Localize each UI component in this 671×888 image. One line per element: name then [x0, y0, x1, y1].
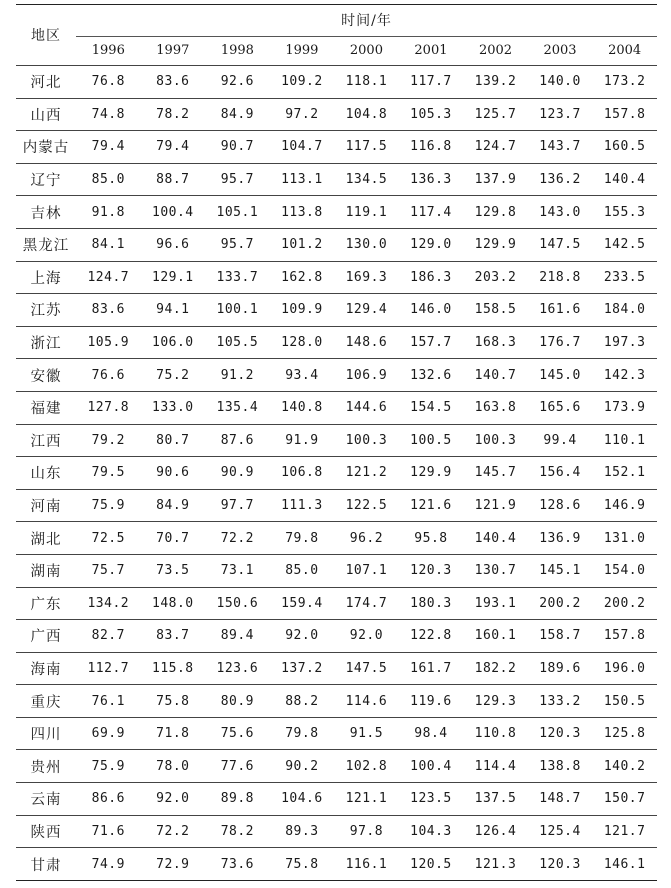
value-cell: 78.0: [141, 750, 206, 783]
region-cell: 山西: [16, 98, 76, 131]
year-header-2000: 2000: [334, 36, 399, 65]
value-cell: 104.6: [270, 783, 335, 816]
value-cell: 97.7: [205, 489, 270, 522]
value-cell: 120.3: [528, 717, 593, 750]
value-cell: 92.0: [141, 783, 206, 816]
value-cell: 121.9: [463, 489, 528, 522]
value-cell: 120.3: [528, 848, 593, 881]
value-cell: 76.8: [76, 66, 141, 99]
value-cell: 90.9: [205, 457, 270, 490]
value-cell: 74.8: [76, 98, 141, 131]
value-cell: 83.7: [141, 620, 206, 653]
value-cell: 117.7: [399, 66, 464, 99]
value-cell: 70.7: [141, 522, 206, 555]
value-cell: 95.7: [205, 228, 270, 261]
table-row: [16, 489, 657, 522]
value-cell: 144.6: [334, 391, 399, 424]
value-cell: 100.1: [205, 294, 270, 327]
value-cell: 137.9: [463, 163, 528, 196]
value-cell: 186.3: [399, 261, 464, 294]
value-cell: 152.1: [592, 457, 657, 490]
value-cell: 89.3: [270, 815, 335, 848]
value-cell: 157.7: [399, 326, 464, 359]
time-column-group-header: 时间/年: [76, 5, 657, 37]
value-cell: 184.0: [592, 294, 657, 327]
value-cell: 119.1: [334, 196, 399, 229]
value-cell: 146.1: [592, 848, 657, 881]
region-cell: 甘肃: [16, 848, 76, 881]
value-cell: 174.7: [334, 587, 399, 620]
value-cell: 90.7: [205, 131, 270, 164]
value-cell: 136.3: [399, 163, 464, 196]
value-cell: 129.8: [463, 196, 528, 229]
value-cell: 89.4: [205, 620, 270, 653]
value-cell: 123.7: [528, 98, 593, 131]
value-cell: 176.7: [528, 326, 593, 359]
value-cell: 135.4: [205, 391, 270, 424]
value-cell: 104.3: [399, 815, 464, 848]
value-cell: 69.9: [76, 717, 141, 750]
table-row: [16, 163, 657, 196]
value-cell: 76.1: [76, 685, 141, 718]
value-cell: 83.6: [141, 66, 206, 99]
table-row: [16, 848, 657, 881]
value-cell: 72.9: [141, 848, 206, 881]
value-cell: 116.1: [334, 848, 399, 881]
value-cell: 200.2: [592, 587, 657, 620]
table-row: [16, 554, 657, 587]
value-cell: 138.8: [528, 750, 593, 783]
value-cell: 117.5: [334, 131, 399, 164]
value-cell: 100.4: [399, 750, 464, 783]
value-cell: 150.6: [205, 587, 270, 620]
value-cell: 134.5: [334, 163, 399, 196]
value-cell: 93.4: [270, 359, 335, 392]
value-cell: 79.5: [76, 457, 141, 490]
year-header-1999: 1999: [270, 36, 335, 65]
value-cell: 146.9: [592, 489, 657, 522]
value-cell: 140.4: [592, 163, 657, 196]
table-body: [16, 66, 657, 881]
value-cell: 131.0: [592, 522, 657, 555]
year-header-1996: 1996: [76, 36, 141, 65]
year-header-2004: 2004: [592, 36, 657, 65]
value-cell: 92.0: [270, 620, 335, 653]
value-cell: 79.8: [270, 522, 335, 555]
value-cell: 158.5: [463, 294, 528, 327]
region-cell: 湖北: [16, 522, 76, 555]
value-cell: 102.8: [334, 750, 399, 783]
value-cell: 121.7: [592, 815, 657, 848]
value-cell: 133.2: [528, 685, 593, 718]
value-cell: 196.0: [592, 652, 657, 685]
region-cell: 安徽: [16, 359, 76, 392]
region-cell: 上海: [16, 261, 76, 294]
value-cell: 129.1: [141, 261, 206, 294]
value-cell: 160.1: [463, 620, 528, 653]
value-cell: 182.2: [463, 652, 528, 685]
value-cell: 125.7: [463, 98, 528, 131]
value-cell: 145.7: [463, 457, 528, 490]
value-cell: 173.2: [592, 66, 657, 99]
value-cell: 75.8: [141, 685, 206, 718]
value-cell: 123.6: [205, 652, 270, 685]
value-cell: 143.7: [528, 131, 593, 164]
value-cell: 99.4: [528, 424, 593, 457]
year-header-row: [16, 36, 657, 65]
value-cell: 121.6: [399, 489, 464, 522]
value-cell: 127.8: [76, 391, 141, 424]
value-cell: 110.1: [592, 424, 657, 457]
value-cell: 75.6: [205, 717, 270, 750]
value-cell: 150.5: [592, 685, 657, 718]
value-cell: 154.0: [592, 554, 657, 587]
value-cell: 105.1: [205, 196, 270, 229]
value-cell: 163.8: [463, 391, 528, 424]
table-row: [16, 196, 657, 229]
value-cell: 121.2: [334, 457, 399, 490]
table-row: [16, 294, 657, 327]
value-cell: 75.9: [76, 489, 141, 522]
value-cell: 140.0: [528, 66, 593, 99]
value-cell: 79.8: [270, 717, 335, 750]
region-cell: 内蒙古: [16, 131, 76, 164]
value-cell: 148.6: [334, 326, 399, 359]
table-row: [16, 326, 657, 359]
region-cell: 浙江: [16, 326, 76, 359]
value-cell: 169.3: [334, 261, 399, 294]
value-cell: 137.2: [270, 652, 335, 685]
region-cell: 江苏: [16, 294, 76, 327]
value-cell: 91.9: [270, 424, 335, 457]
value-cell: 129.3: [463, 685, 528, 718]
table-row: [16, 652, 657, 685]
value-cell: 140.7: [463, 359, 528, 392]
value-cell: 78.2: [205, 815, 270, 848]
value-cell: 75.7: [76, 554, 141, 587]
value-cell: 157.8: [592, 98, 657, 131]
value-cell: 105.5: [205, 326, 270, 359]
value-cell: 110.8: [463, 717, 528, 750]
value-cell: 86.6: [76, 783, 141, 816]
value-cell: 145.0: [528, 359, 593, 392]
region-cell: 河南: [16, 489, 76, 522]
value-cell: 119.6: [399, 685, 464, 718]
value-cell: 120.5: [399, 848, 464, 881]
value-cell: 78.2: [141, 98, 206, 131]
value-cell: 85.0: [270, 554, 335, 587]
value-cell: 101.2: [270, 228, 335, 261]
value-cell: 158.7: [528, 620, 593, 653]
table-row: [16, 98, 657, 131]
value-cell: 77.6: [205, 750, 270, 783]
value-cell: 139.2: [463, 66, 528, 99]
value-cell: 97.2: [270, 98, 335, 131]
table-header: [16, 5, 657, 66]
year-header-2002: 2002: [463, 36, 528, 65]
value-cell: 97.8: [334, 815, 399, 848]
value-cell: 154.5: [399, 391, 464, 424]
value-cell: 218.8: [528, 261, 593, 294]
region-cell: 云南: [16, 783, 76, 816]
value-cell: 104.7: [270, 131, 335, 164]
value-cell: 105.9: [76, 326, 141, 359]
value-cell: 80.9: [205, 685, 270, 718]
value-cell: 79.2: [76, 424, 141, 457]
value-cell: 126.4: [463, 815, 528, 848]
value-cell: 156.4: [528, 457, 593, 490]
value-cell: 75.2: [141, 359, 206, 392]
value-cell: 200.2: [528, 587, 593, 620]
value-cell: 106.0: [141, 326, 206, 359]
value-cell: 91.5: [334, 717, 399, 750]
value-cell: 104.8: [334, 98, 399, 131]
value-cell: 100.3: [463, 424, 528, 457]
value-cell: 74.9: [76, 848, 141, 881]
region-cell: 黑龙江: [16, 228, 76, 261]
value-cell: 142.3: [592, 359, 657, 392]
region-cell: 贵州: [16, 750, 76, 783]
value-cell: 88.7: [141, 163, 206, 196]
value-cell: 168.3: [463, 326, 528, 359]
region-cell: 湖南: [16, 554, 76, 587]
table-row: [16, 66, 657, 99]
value-cell: 140.2: [592, 750, 657, 783]
value-cell: 125.8: [592, 717, 657, 750]
region-cell: 陕西: [16, 815, 76, 848]
table-row: [16, 620, 657, 653]
value-cell: 129.9: [399, 457, 464, 490]
value-cell: 73.6: [205, 848, 270, 881]
value-cell: 92.6: [205, 66, 270, 99]
value-cell: 91.2: [205, 359, 270, 392]
table-row: [16, 424, 657, 457]
value-cell: 233.5: [592, 261, 657, 294]
value-cell: 147.5: [334, 652, 399, 685]
value-cell: 113.8: [270, 196, 335, 229]
table-row: [16, 750, 657, 783]
value-cell: 159.4: [270, 587, 335, 620]
value-cell: 122.5: [334, 489, 399, 522]
value-cell: 79.4: [141, 131, 206, 164]
region-cell: 山东: [16, 457, 76, 490]
value-cell: 87.6: [205, 424, 270, 457]
value-cell: 112.7: [76, 652, 141, 685]
region-cell: 广西: [16, 620, 76, 653]
table-row: [16, 359, 657, 392]
value-cell: 148.7: [528, 783, 593, 816]
value-cell: 197.3: [592, 326, 657, 359]
value-cell: 117.4: [399, 196, 464, 229]
region-column-header: 地区: [16, 5, 76, 66]
value-cell: 160.5: [592, 131, 657, 164]
region-cell: 海南: [16, 652, 76, 685]
value-cell: 98.4: [399, 717, 464, 750]
region-cell: 河北: [16, 66, 76, 99]
value-cell: 84.1: [76, 228, 141, 261]
value-cell: 142.5: [592, 228, 657, 261]
value-cell: 143.0: [528, 196, 593, 229]
value-cell: 85.0: [76, 163, 141, 196]
value-cell: 106.9: [334, 359, 399, 392]
value-cell: 72.2: [141, 815, 206, 848]
value-cell: 123.5: [399, 783, 464, 816]
value-cell: 75.8: [270, 848, 335, 881]
table-row: [16, 587, 657, 620]
value-cell: 100.3: [334, 424, 399, 457]
value-cell: 132.6: [399, 359, 464, 392]
value-cell: 137.5: [463, 783, 528, 816]
value-cell: 100.5: [399, 424, 464, 457]
table-row: [16, 685, 657, 718]
table-row: [16, 228, 657, 261]
value-cell: 162.8: [270, 261, 335, 294]
value-cell: 111.3: [270, 489, 335, 522]
value-cell: 118.1: [334, 66, 399, 99]
value-cell: 95.7: [205, 163, 270, 196]
value-cell: 129.9: [463, 228, 528, 261]
value-cell: 95.8: [399, 522, 464, 555]
value-cell: 73.5: [141, 554, 206, 587]
value-cell: 71.8: [141, 717, 206, 750]
region-cell: 广东: [16, 587, 76, 620]
value-cell: 75.9: [76, 750, 141, 783]
region-cell: 重庆: [16, 685, 76, 718]
value-cell: 134.2: [76, 587, 141, 620]
value-cell: 72.2: [205, 522, 270, 555]
value-cell: 76.6: [76, 359, 141, 392]
value-cell: 148.0: [141, 587, 206, 620]
region-cell: 福建: [16, 391, 76, 424]
value-cell: 114.4: [463, 750, 528, 783]
table-row: [16, 522, 657, 555]
value-cell: 189.6: [528, 652, 593, 685]
value-cell: 88.2: [270, 685, 335, 718]
value-cell: 109.9: [270, 294, 335, 327]
table-row: [16, 261, 657, 294]
value-cell: 105.3: [399, 98, 464, 131]
value-cell: 155.3: [592, 196, 657, 229]
year-header-1998: 1998: [205, 36, 270, 65]
value-cell: 100.4: [141, 196, 206, 229]
value-cell: 89.8: [205, 783, 270, 816]
value-cell: 80.7: [141, 424, 206, 457]
value-cell: 173.9: [592, 391, 657, 424]
value-cell: 165.6: [528, 391, 593, 424]
region-cell: 吉林: [16, 196, 76, 229]
value-cell: 125.4: [528, 815, 593, 848]
value-cell: 124.7: [463, 131, 528, 164]
value-cell: 203.2: [463, 261, 528, 294]
value-cell: 157.8: [592, 620, 657, 653]
value-cell: 90.6: [141, 457, 206, 490]
region-cell: 江西: [16, 424, 76, 457]
region-cell: 四川: [16, 717, 76, 750]
value-cell: 109.2: [270, 66, 335, 99]
value-cell: 106.8: [270, 457, 335, 490]
value-cell: 121.1: [334, 783, 399, 816]
value-cell: 150.7: [592, 783, 657, 816]
year-header-2003: 2003: [528, 36, 593, 65]
value-cell: 72.5: [76, 522, 141, 555]
value-cell: 82.7: [76, 620, 141, 653]
value-cell: 114.6: [334, 685, 399, 718]
value-cell: 113.1: [270, 163, 335, 196]
table-row: [16, 815, 657, 848]
data-table-container: [16, 4, 657, 881]
value-cell: 83.6: [76, 294, 141, 327]
value-cell: 130.0: [334, 228, 399, 261]
value-cell: 130.7: [463, 554, 528, 587]
value-cell: 90.2: [270, 750, 335, 783]
value-cell: 140.8: [270, 391, 335, 424]
value-cell: 133.7: [205, 261, 270, 294]
region-cell: 辽宁: [16, 163, 76, 196]
value-cell: 92.0: [334, 620, 399, 653]
value-cell: 128.0: [270, 326, 335, 359]
value-cell: 79.4: [76, 131, 141, 164]
value-cell: 133.0: [141, 391, 206, 424]
table-row: [16, 457, 657, 490]
value-cell: 84.9: [205, 98, 270, 131]
value-cell: 161.7: [399, 652, 464, 685]
value-cell: 146.0: [399, 294, 464, 327]
value-cell: 136.2: [528, 163, 593, 196]
value-cell: 96.6: [141, 228, 206, 261]
value-cell: 107.1: [334, 554, 399, 587]
value-cell: 84.9: [141, 489, 206, 522]
value-cell: 193.1: [463, 587, 528, 620]
value-cell: 115.8: [141, 652, 206, 685]
table-row: [16, 391, 657, 424]
value-cell: 128.6: [528, 489, 593, 522]
value-cell: 122.8: [399, 620, 464, 653]
value-cell: 116.8: [399, 131, 464, 164]
table-row: [16, 783, 657, 816]
value-cell: 94.1: [141, 294, 206, 327]
table-row: [16, 131, 657, 164]
value-cell: 147.5: [528, 228, 593, 261]
value-cell: 129.0: [399, 228, 464, 261]
value-cell: 120.3: [399, 554, 464, 587]
value-cell: 161.6: [528, 294, 593, 327]
value-cell: 129.4: [334, 294, 399, 327]
value-cell: 71.6: [76, 815, 141, 848]
value-cell: 73.1: [205, 554, 270, 587]
value-cell: 121.3: [463, 848, 528, 881]
value-cell: 136.9: [528, 522, 593, 555]
data-table: [16, 4, 657, 881]
value-cell: 124.7: [76, 261, 141, 294]
value-cell: 180.3: [399, 587, 464, 620]
value-cell: 140.4: [463, 522, 528, 555]
table-row: [16, 717, 657, 750]
value-cell: 145.1: [528, 554, 593, 587]
year-header-1997: 1997: [141, 36, 206, 65]
year-header-2001: 2001: [399, 36, 464, 65]
value-cell: 96.2: [334, 522, 399, 555]
value-cell: 91.8: [76, 196, 141, 229]
